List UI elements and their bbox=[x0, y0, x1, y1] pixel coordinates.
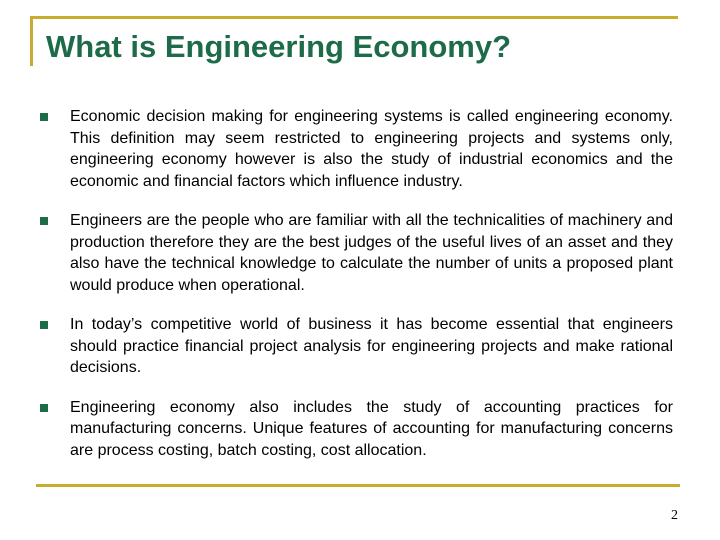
bullet-text: In today’s competitive world of business it has become essential that engineers should practice financial project analysis for engineering projects and make rational decisions. bbox=[70, 316, 673, 376]
bullet-item bbox=[40, 397, 673, 462]
title-frame-left-rule bbox=[30, 16, 33, 66]
square-bullet-icon bbox=[40, 217, 48, 225]
square-bullet-icon bbox=[40, 404, 48, 412]
slide-title: What is Engineering Economy? bbox=[46, 29, 512, 64]
bullet-text: Economic decision making for engineering systems is called engineering economy. This definition may seem restricted to engineering projects and systems only, engineering economy however is also the study of industrial economics and the economic and financial factors which influence industry. bbox=[70, 108, 673, 190]
bullet-text: Engineering economy also includes the study of accounting practices for manufacturing concerns. Unique features of accounting for manufacturing concerns are process costing, batch costing, cost allocation. bbox=[70, 398, 673, 459]
title-frame-top-rule bbox=[30, 16, 678, 19]
bullet-item bbox=[40, 210, 673, 296]
square-bullet-icon bbox=[40, 113, 48, 121]
bullet-item bbox=[40, 106, 673, 192]
bullet-item bbox=[40, 314, 673, 379]
bullet-list bbox=[40, 106, 673, 479]
bullet-text: Engineers are the people who are familiar with all the technicalities of machinery and production therefore they are the best judges of the useful lives of an asset and they also have the technical knowledge to calculate the number of units a proposed plant would produce when operational. bbox=[70, 212, 673, 294]
square-bullet-icon bbox=[40, 321, 48, 329]
page-number: 2 bbox=[671, 508, 678, 523]
footer-rule bbox=[36, 484, 680, 487]
